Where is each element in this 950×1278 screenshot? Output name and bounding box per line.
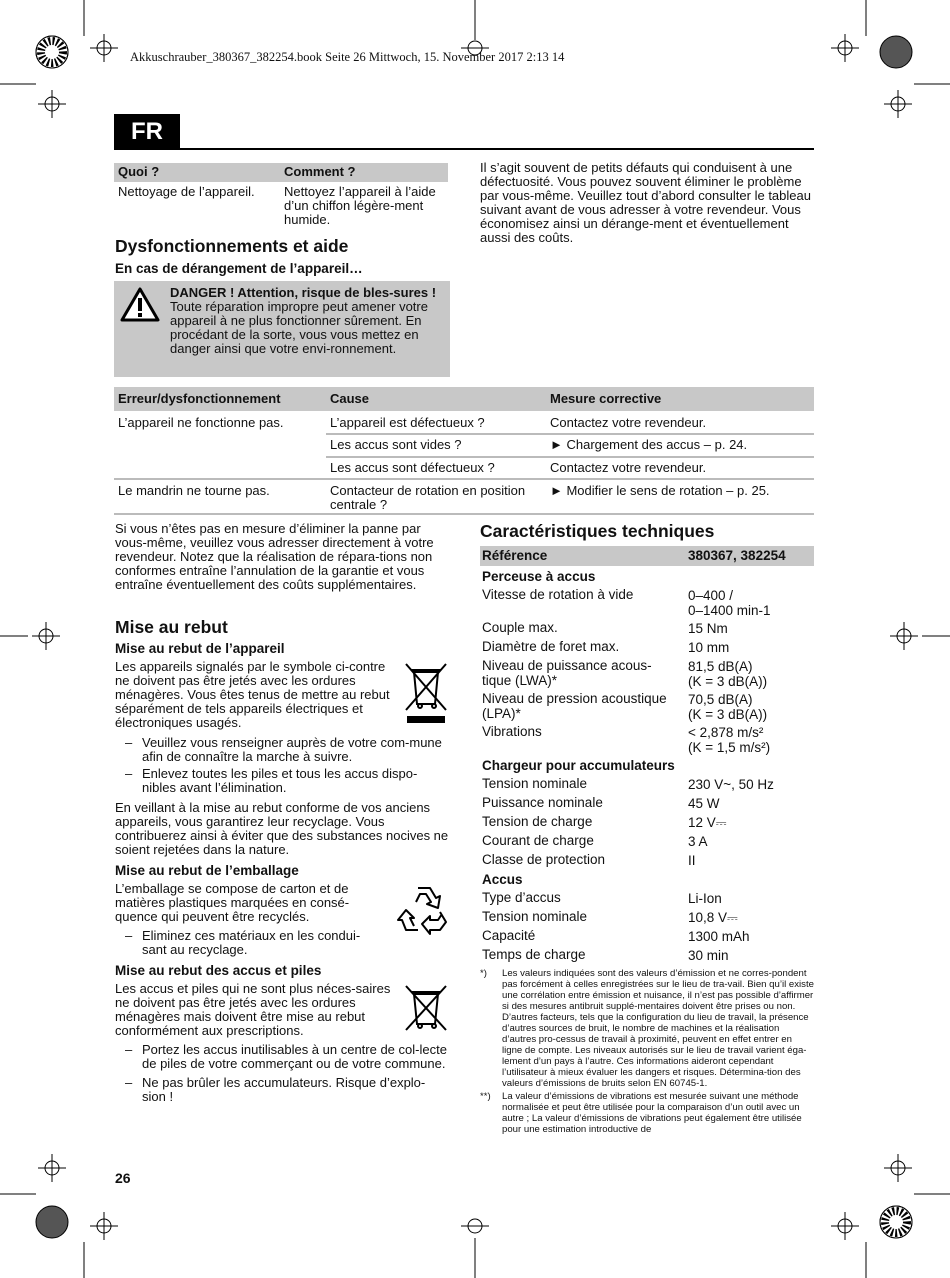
- spec-label: Diamètre de foret max.: [482, 639, 620, 654]
- repair-paragraph: Si vous n’êtes pas en mesure d’éliminer la panne par vous-même, veuillez vous adresser directement à votre revendeur. Notez que la réalisation de répara-tions non conformes entraîne l’annulation de la garantie et vous entraîne éventuellement des coûts supplémentaires.: [115, 521, 434, 592]
- bullet-list: [115, 929, 381, 957]
- footnotes: [480, 968, 814, 1135]
- table-cell: Le mandrin ne tourne pas.: [118, 483, 270, 498]
- page-number: 26: [115, 1170, 131, 1186]
- section-subtitle: En cas de dérangement de l’appareil…: [115, 261, 363, 276]
- spec-label: Niveau de pression acoustique (LPA)*: [482, 691, 667, 721]
- intro-paragraph: Il s’agit souvent de petits défauts qui conduisent à une défectuosité. Vous pouvez souvent éliminer le problème par vous-même. Veuillez tout d’abord consulter le tableau suivant avant de vous adresser à votre revendeur. Vous économisez ainsi un dérange-ment et éventuellement aussi des coûts.: [480, 160, 811, 245]
- spec-value: 1300 mAh: [688, 929, 750, 944]
- spec-label: Tension nominale: [482, 909, 588, 924]
- table-header: Comment ?: [284, 164, 356, 179]
- subsection-title: Mise au rebut de l’emballage: [115, 863, 299, 878]
- spec-label: Type d’accus: [482, 890, 561, 905]
- paragraph: Les accus et piles qui ne sont plus néces-saires ne doivent pas être jetés avec les ordures ménagères mais doivent être mise au rebut conformément aux prescriptions.: [115, 981, 391, 1038]
- danger-text: [170, 286, 446, 356]
- header-rule: [114, 148, 814, 150]
- section-title: Caractéristiques techniques: [480, 521, 715, 541]
- spec-value: 3 A: [688, 834, 708, 849]
- spec-value: 10 mm: [688, 640, 730, 655]
- table-cell: ► Modifier le sens de rotation – p. 25.: [550, 483, 770, 498]
- crossed-bin-battery-icon: [404, 984, 448, 1032]
- spec-label: Tension nominale: [482, 776, 588, 791]
- paragraph: Les appareils signalés par le symbole ci-contre ne doivent pas être jetés avec les ordures ménagères. Vous êtes tenus de mettre au rebut séparément de tels appareils électriques et électroniques usagés.: [115, 659, 390, 730]
- spec-label: Classe de protection: [482, 852, 606, 867]
- specs-section-label: Accus: [482, 872, 523, 887]
- spec-value: 0–400 /: [688, 588, 734, 603]
- specs-section-label: Perceuse à accus: [482, 569, 596, 584]
- bullet-list: [115, 1043, 449, 1104]
- spec-label: Tension de charge: [482, 814, 593, 829]
- maintenance-table: [114, 163, 448, 228]
- section-title: Mise au rebut: [115, 617, 228, 637]
- subsection-title: Mise au rebut des accus et piles: [115, 963, 322, 978]
- spec-label: Vibrations: [482, 724, 542, 739]
- danger-label: DANGER ! Attention, risque de bles-sures !: [170, 285, 437, 300]
- table-header: Cause: [330, 391, 370, 406]
- spec-value: 0–1400 min-1: [688, 602, 771, 618]
- spec-value: (K = 3 dB(A)): [688, 706, 768, 722]
- spec-label: Capacité: [482, 928, 536, 943]
- danger-body: Toute réparation impropre peut amener votre appareil à ne plus fonctionner sûrement. En procédant de la sorte, vous vous mettez en danger ainsi que votre envi-ronnement.: [170, 299, 428, 356]
- table-header: Erreur/dysfonctionnement: [118, 391, 281, 406]
- paragraph: L’emballage se compose de carton et de matières plastiques marquées en consé-quence qui peuvent être recyclés.: [115, 881, 350, 924]
- footnote: **) La valeur d’émissions de vibrations est mesurée suivant une méthode normalisée et peut être utilisée pour la comparaison d’un outil avec un autre ; La valeur d’émissions de vibrations peut également être utilisée pour une estimation introductive de: [480, 1091, 802, 1135]
- spec-value: 15 Nm: [688, 621, 728, 636]
- spec-label: Couple max.: [482, 620, 558, 635]
- spec-value: 81,5 dB(A): [688, 659, 753, 674]
- list-item: – Ne pas brûler les accumulateurs. Risque d’explo-sion !: [125, 1075, 426, 1104]
- subsection-title: Mise au rebut de l’appareil: [115, 641, 285, 656]
- table-cell: Contactez votre revendeur.: [550, 460, 707, 475]
- table-cell: ► Chargement des accus – p. 24.: [550, 437, 748, 452]
- specs-table: [480, 546, 814, 963]
- list-item: – Portez les accus inutilisables à un centre de col-lecte de piles de votre commerçant ou de votre commune.: [125, 1042, 447, 1071]
- spec-value: 70,5 dB(A): [688, 692, 753, 707]
- table-cell: Les accus sont vides ?: [330, 437, 462, 452]
- table-cell: L’appareil ne fonctionne pas.: [118, 415, 284, 430]
- section-title: Dysfonctionnements et aide: [115, 236, 349, 256]
- fault-table: [114, 387, 814, 515]
- table-cell: L’appareil est défectueux ?: [330, 415, 485, 430]
- danger-box: [114, 281, 450, 377]
- table-header: Référence: [482, 548, 548, 563]
- table-cell: Nettoyez l’appareil à l’aide d’un chiffon légère-ment humide.: [284, 184, 436, 227]
- spec-value: (K = 1,5 m/s²): [688, 739, 771, 755]
- spec-value: 30 min: [688, 948, 729, 963]
- recycling-icon: [400, 884, 450, 932]
- footnote: *) Les valeurs indiquées sont des valeurs d’émission et ne corres-pondent pas forcément à celles enregistrées sur le lieu de tra-vail. Bien qu’il existe une corrélation entre émission et nuisance, il n’est pas possible d’affirmer si des mesures antibruit supplé-mentaires doivent être prises ou non. D’autres facteurs, tels que la configuration du lieu de travail, la présence d’autres sources de bruit, le nombre de machines et la réalisation d’autres pro-cessus de travail à proximité, peuvent en effet entrer en ligne de compte. Les niveaux autorisés sur le lieu de travail varient éga-lement d’un pays à l’autre. Ces informations aideront cependant l’utilisateur à mieux évaluer les dangers et risques. Détermina-tion des valeurs d’émissions de bruits selon EN 60745-1.: [480, 968, 814, 1089]
- spec-label: Vitesse de rotation à vide: [482, 587, 634, 602]
- table-cell: Contacteur de rotation en position centrale ?: [330, 483, 526, 512]
- table-cell: Nettoyage de l’appareil.: [118, 184, 255, 199]
- list-item: – Eliminez ces matériaux en les condui-sant au recyclage.: [125, 928, 361, 957]
- table-cell: Les accus sont défectueux ?: [330, 460, 495, 475]
- list-item: – Enlevez toutes les piles et tous les accus dispo-nibles avant l’élimination.: [125, 766, 418, 795]
- spec-value: II: [688, 853, 696, 868]
- spec-value: 230 V~, 50 Hz: [688, 777, 774, 792]
- list-item: – Veuillez vous renseigner auprès de votre com-mune afin de connaître la marche à suivre.: [125, 735, 442, 764]
- spec-label: Temps de charge: [482, 947, 586, 962]
- table-header: Quoi ?: [118, 164, 160, 179]
- spec-label: Niveau de puissance acous-tique (LWA)*: [482, 658, 652, 688]
- spec-label: Puissance nominale: [482, 795, 603, 810]
- spec-value: 10,8 V⎓: [688, 910, 738, 925]
- spec-value: Li-Ion: [688, 891, 722, 906]
- crossed-bin-icon: [404, 660, 448, 724]
- bullet-list: [115, 736, 449, 795]
- paragraph: En veillant à la mise au rebut conforme de vos anciens appareils, vous garantirez leur recyclage. Vous contribuerez ainsi à éviter que des substances nocives ne soient rejetées dans la nature.: [115, 800, 449, 857]
- print-header: Akkuschrauber_380367_382254.book Seite 26 Mittwoch, 15. November 2017 2:13 14: [130, 50, 565, 64]
- spec-value: 45 W: [688, 796, 720, 811]
- spec-label: Courant de charge: [482, 833, 594, 848]
- table-header: 380367, 382254: [688, 548, 786, 563]
- table-header: Mesure corrective: [550, 391, 662, 406]
- spec-value: < 2,878 m/s²: [688, 725, 764, 740]
- spec-value: 12 V⎓: [688, 815, 727, 830]
- specs-section-label: Chargeur pour accumulateurs: [482, 758, 675, 773]
- language-badge: FR: [114, 114, 180, 150]
- table-cell: Contactez votre revendeur.: [550, 415, 707, 430]
- warning-icon: [120, 287, 160, 323]
- spec-value: (K = 3 dB(A)): [688, 673, 768, 689]
